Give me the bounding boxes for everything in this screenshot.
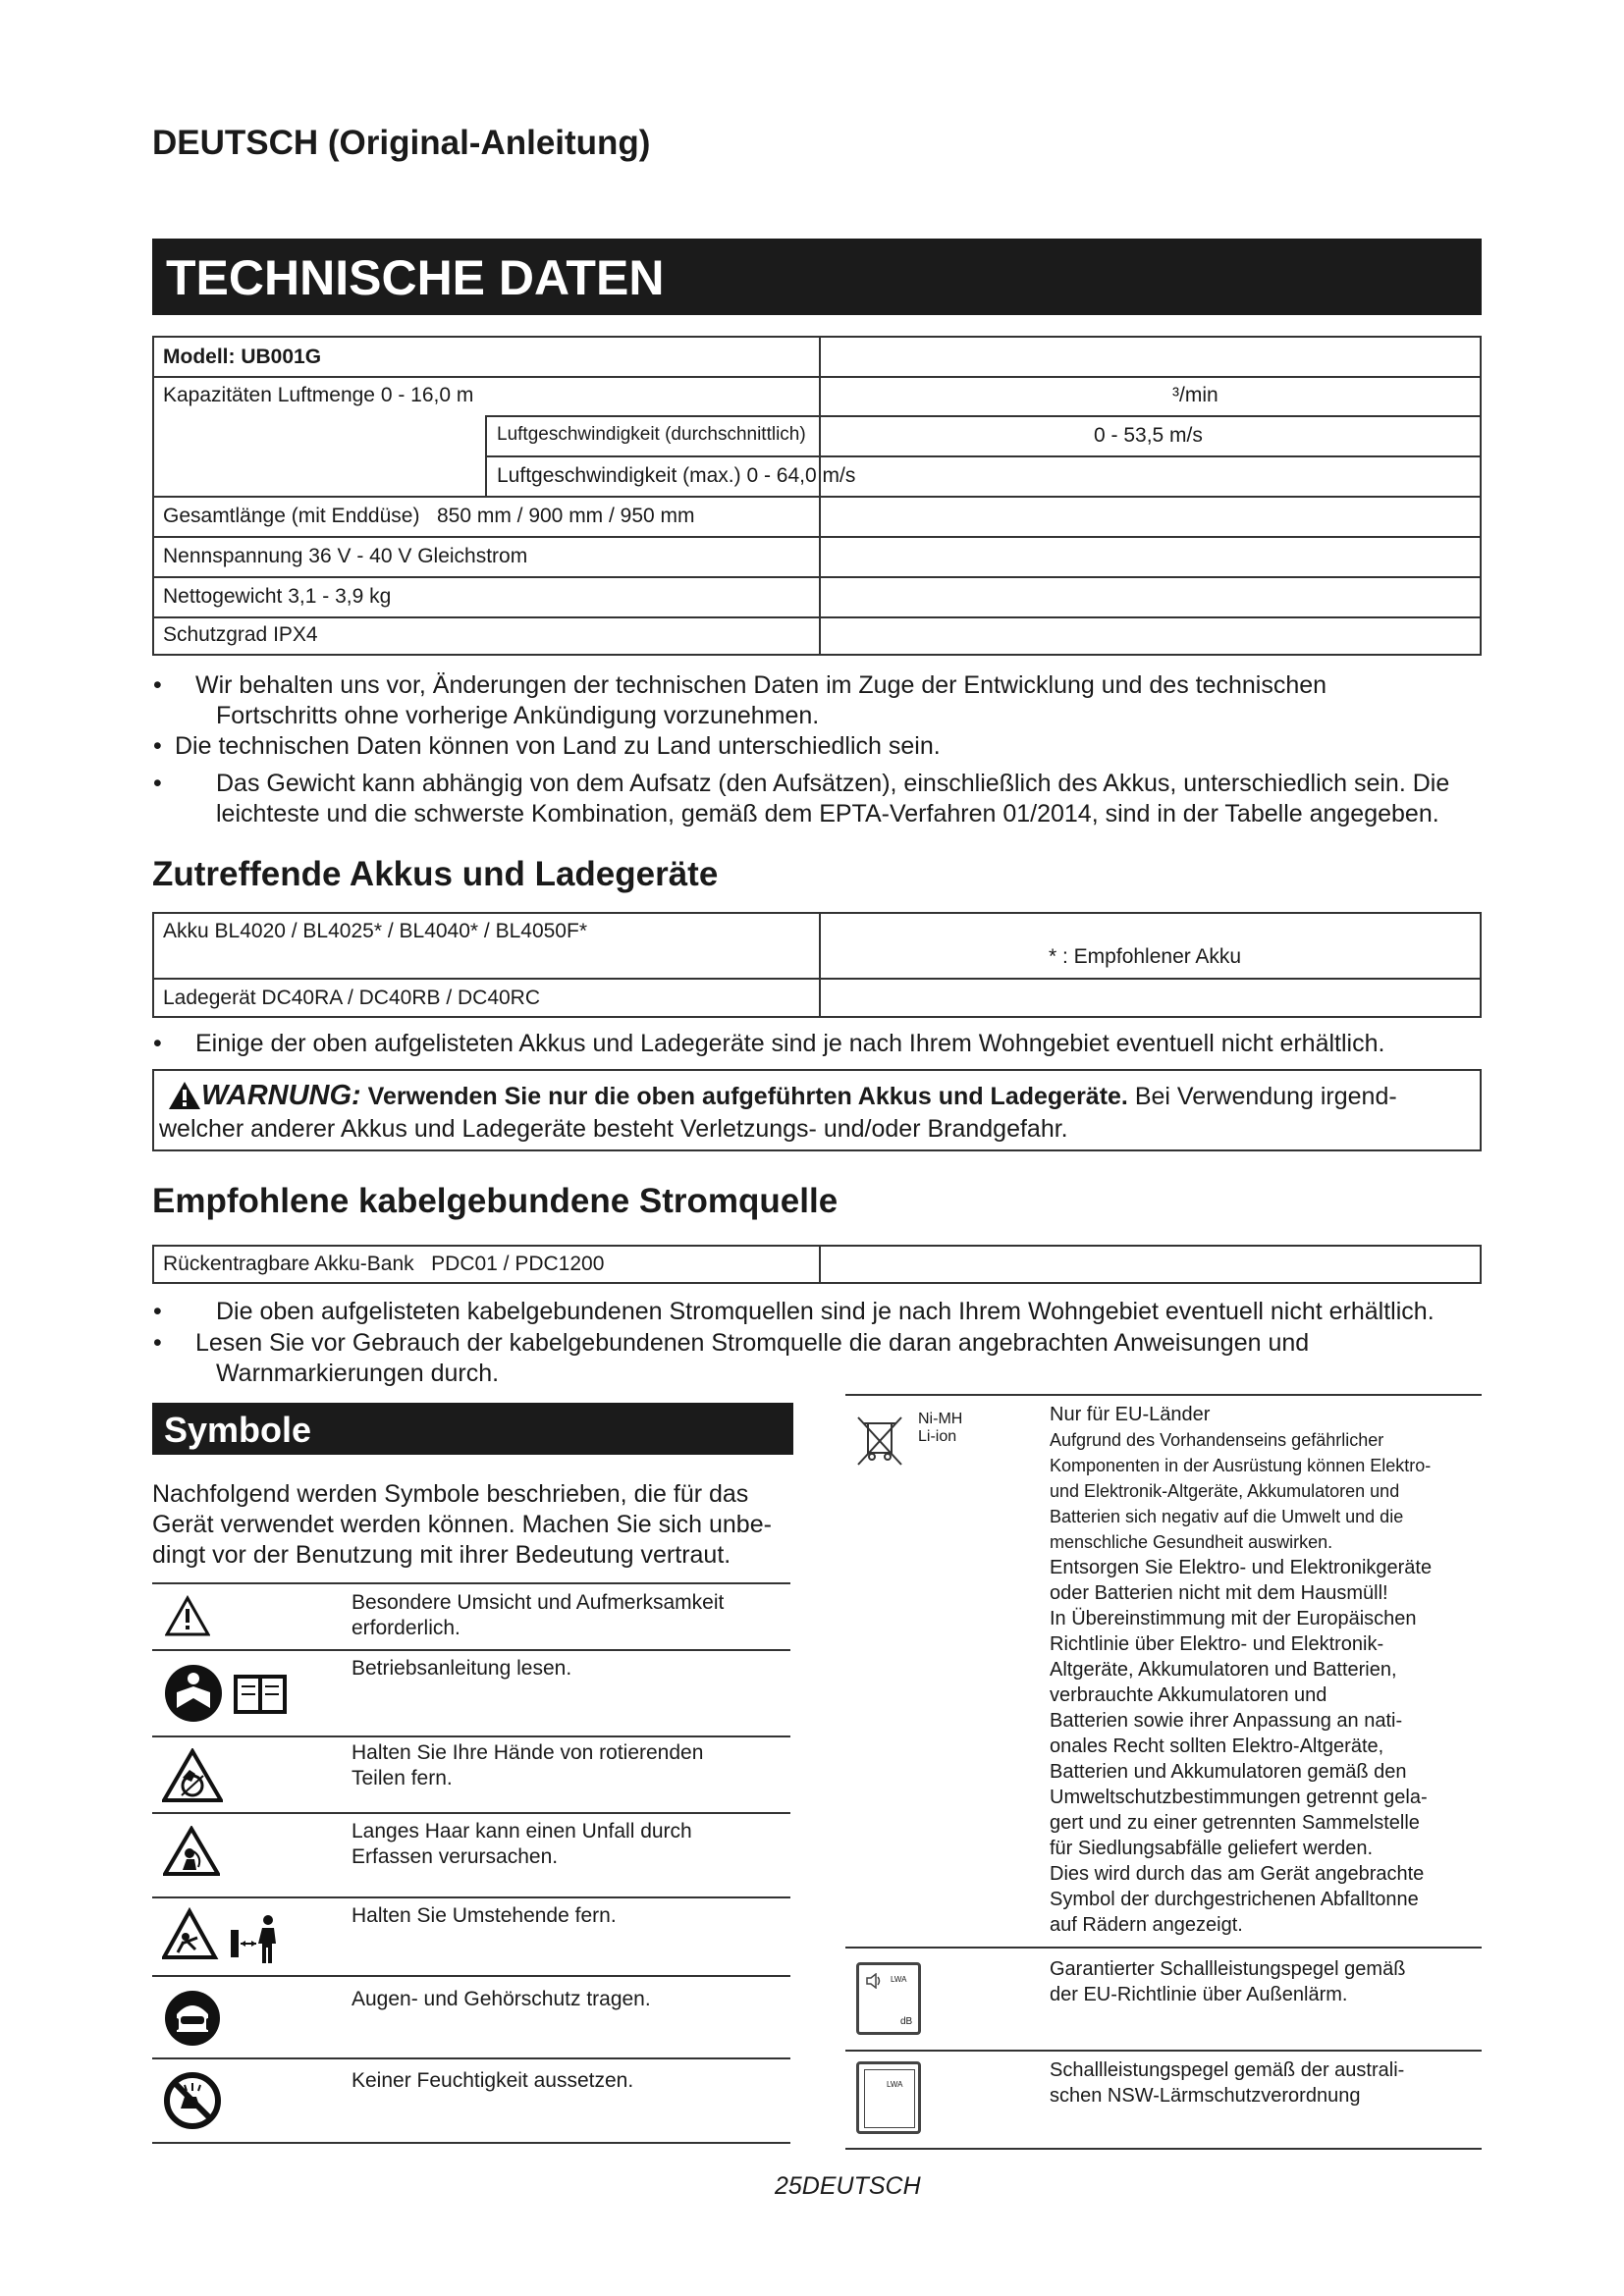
eu-small-line: menschliche Gesundheit auswirken. (1050, 1532, 1333, 1552)
eu-text-block (1050, 1402, 1432, 1938)
eu-text-line: Dies wird durch das am Gerät angebrachte (1050, 1863, 1425, 1885)
symbol-text-line: erforderlich. (352, 1617, 460, 1639)
eu-text-line: Umweltschutzbestimmungen getrennt gela- (1050, 1787, 1428, 1808)
noise2-line: Schallleistungspegel gemäß der australi- (1050, 2059, 1405, 2081)
symbol-description (352, 1819, 692, 1870)
symbol-text-line: Augen- und Gehörschutz tragen. (352, 1988, 651, 2010)
power-note: Warnmarkierungen durch. (216, 1360, 500, 1387)
eu-text-line: Batterien sowie ihrer Anpassung an nati- (1050, 1710, 1403, 1732)
power-heading: Empfohlene kabelgebundene Stromquelle (152, 1182, 839, 1220)
power-bank-label: Rückentragbare Akku-Bank PDC01 / PDC1200 (163, 1253, 605, 1275)
symbol-row-line (152, 1896, 790, 1898)
eu-text-line: In Übereinstimmung mit der Europäischen (1050, 1608, 1417, 1629)
power-note: Die oben aufgelisteten kabelgebundenen Stromquellen sind je nach Ihrem Wohngebiet eventuell nicht erhältlich. (216, 1298, 1435, 1325)
bullet: • (153, 770, 162, 797)
note-text: Fortschritts ohne vorherige Ankündigung vorzunehmen. (216, 702, 820, 729)
note-text: Wir behalten uns vor, Änderungen der technischen Daten im Zuge der Entwicklung und des technischen (195, 671, 1327, 699)
symbol-description (352, 1656, 571, 1682)
bullet: • (153, 671, 162, 699)
symbole-intro (152, 1479, 772, 1571)
symbol-description (352, 1987, 651, 2012)
intro-line: Nachfolgend werden Symbole beschrieben, die für das (152, 1480, 749, 1508)
no-moisture-icon (163, 2071, 222, 2130)
akku-table-divider (819, 912, 821, 1018)
symbole-banner: Symbole (152, 1403, 793, 1455)
warning-rest-text: Bei Verwendung irgend- (1134, 1083, 1397, 1110)
eu-text-line: auf Rädern angezeigt. (1050, 1914, 1243, 1936)
tech-row-line (152, 616, 1482, 618)
symbol-row-line (152, 2057, 790, 2059)
tech-row-line (485, 455, 1482, 457)
language-title: DEUTSCH (Original-Anleitung) (152, 124, 651, 162)
eu-text-line: für Siedlungsabfälle geliefert werden. (1050, 1838, 1374, 1859)
symbol-row-line (152, 1582, 790, 1584)
noise1-line: Garantierter Schallleistungspegel gemäß (1050, 1958, 1406, 1980)
recommended-note: * : Empfohlener Akku (1049, 945, 1242, 968)
symbol-row-line (152, 2142, 790, 2144)
noise2-text (1050, 2057, 1404, 2109)
power-table-divider (819, 1245, 821, 1284)
noise2-line: schen NSW-Lärmschutzverordnung (1050, 2085, 1361, 2107)
nimh-label: Ni-MH (918, 1411, 963, 1427)
eu-small-line: Batterien sich negativ auf die Umwelt und die (1050, 1507, 1404, 1526)
eu-small-line: Komponenten in der Ausrüstung können Elektro- (1050, 1456, 1432, 1475)
noise1-line: der EU-Richtlinie über Außenlärm. (1050, 1984, 1348, 2005)
bystanders-icon (162, 1906, 290, 1967)
symbol-text-line: Keiner Feuchtigkeit aussetzen. (352, 2069, 634, 2092)
warning-triangle-icon (165, 1595, 210, 1636)
symbol-row-line (152, 1812, 790, 1814)
db-label: dB (900, 2016, 913, 2027)
bullet: • (153, 1298, 162, 1325)
eu-small-line: und Elektronik-Altgeräte, Akkumulatoren und (1050, 1481, 1400, 1501)
voltage-label: Nennspannung 36 V - 40 V Gleichstrom (163, 545, 528, 567)
eu-text-line: oder Batterien nicht mit dem Hausmüll! (1050, 1582, 1388, 1604)
symbol-text-line: Erfassen verursachen. (352, 1845, 559, 1868)
eu-title: Nur für EU-Länder (1050, 1404, 1211, 1425)
power-note: Lesen Sie vor Gebrauch der kabelgebundenen Stromquelle die daran angebrachten Anweisungen und (195, 1329, 1310, 1357)
eu-text-line: Altgeräte, Akkumulatoren und Batterien, (1050, 1659, 1397, 1681)
eu-text-line: Symbol der durchgestrichenen Abfalltonne (1050, 1889, 1419, 1910)
warning-bold-text: Verwenden Sie nur die oben aufgeführten Akkus und Ladegeräte. (367, 1083, 1128, 1110)
tech-row-line (152, 536, 1482, 538)
note-text: leichteste und die schwerste Kombination, gemäß dem EPTA-Verfahren 01/2014, sind in der Tabelle angegeben. (216, 800, 1439, 828)
symbol-text-line: Besondere Umsicht und Aufmerksamkeit (352, 1591, 725, 1614)
liion-label: Li-ion (918, 1428, 957, 1445)
lwa-label: LWA (887, 2080, 903, 2089)
symbol-text-line: Langes Haar kann einen Unfall durch (352, 1820, 692, 1842)
max-speed-label: Luftgeschwindigkeit (max.) 0 - 64,0 m/s (497, 464, 856, 487)
charger-label: Ladegerät DC40RA / DC40RB / DC40RC (163, 987, 541, 1009)
tech-row-line (485, 415, 1482, 417)
symbol-description (352, 1740, 703, 1791)
noise1-text (1050, 1956, 1405, 2007)
symbol-row-line (845, 2148, 1482, 2150)
speaker-icon (865, 1973, 883, 1989)
length-label: Gesamtlänge (mit Enddüse) 850 mm / 900 mm / 950 mm (163, 505, 695, 527)
symbol-row-line (845, 1947, 1482, 1949)
sound-power-nsw-icon (856, 2061, 921, 2134)
symbol-row-line (845, 2050, 1482, 2052)
protection-label: Schutzgrad IPX4 (163, 623, 318, 646)
akkus-heading: Zutreffende Akkus und Ladegeräte (152, 855, 719, 893)
eu-text-line: verbrauchte Akkumulatoren und (1050, 1684, 1327, 1706)
eu-text-line: onales Recht sollten Elektro-Altgeräte, (1050, 1735, 1384, 1757)
read-manual-icon (163, 1663, 291, 1724)
capacity-unit: ³/min (1172, 384, 1218, 406)
eu-text-line: Batterien und Akkumulatoren gemäß den (1050, 1761, 1407, 1783)
eu-text-line: gert und zu einer getrennten Sammelstelle (1050, 1812, 1420, 1834)
tech-data-banner: TECHNISCHE DATEN (152, 239, 1482, 315)
symbol-text-line: Betriebsanleitung lesen. (352, 1657, 572, 1680)
page-footer: 25DEUTSCH (775, 2172, 921, 2200)
symbol-text-line: Teilen fern. (352, 1767, 453, 1789)
weight-label: Nettogewicht 3,1 - 3,9 kg (163, 585, 392, 608)
symbol-description (352, 1903, 617, 1929)
avg-speed-label: Luftgeschwindigkeit (durchschnittlich) (497, 424, 806, 445)
lwa-label: LWA (891, 1975, 907, 1984)
eye-ear-protection-icon (163, 1989, 222, 2048)
note-text: Die technischen Daten können von Land zu Land unterschiedlich sein. (175, 732, 941, 760)
rotating-parts-icon (162, 1748, 223, 1803)
avg-speed-value: 0 - 53,5 m/s (1094, 424, 1203, 447)
symbol-description (352, 2068, 633, 2094)
symbol-text-line: Halten Sie Umstehende fern. (352, 1904, 617, 1927)
warning-text-line2: welcher anderer Akkus und Ladegeräte besteht Verletzungs- und/oder Brandgefahr. (159, 1115, 1068, 1143)
bullet: • (153, 1030, 162, 1057)
eu-text-line: Richtlinie über Elektro- und Elektronik- (1050, 1633, 1384, 1655)
crossed-bin-icon (854, 1414, 905, 1468)
sound-power-eu-icon (856, 1962, 921, 2035)
eu-text-line: Entsorgen Sie Elektro- und Elektronikgeräte (1050, 1557, 1433, 1578)
capacity-label: Kapazitäten Luftmenge 0 - 16,0 m (163, 384, 474, 406)
symbol-description (352, 1590, 724, 1641)
intro-line: Gerät verwendet werden können. Machen Sie sich unbe- (152, 1511, 772, 1538)
inner-frame (864, 2069, 915, 2128)
note-text: Das Gewicht kann abhängig von dem Aufsatz (den Aufsätzen), einschließlich des Akkus, unterschiedlich sein. Die (216, 770, 1450, 797)
akku-label: Akku BL4020 / BL4025* / BL4040* / BL4050F* (163, 920, 587, 942)
bullet: • (153, 1329, 162, 1357)
tech-row-line (152, 496, 1482, 498)
symbol-row-line (152, 1649, 790, 1651)
tech-row-line (152, 376, 1482, 378)
akku-note: Einige der oben aufgelisteten Akkus und Ladegeräte sind je nach Ihrem Wohngebiet eventuell nicht erhältlich. (195, 1030, 1385, 1057)
symbol-row-line (152, 1735, 790, 1737)
symbol-row-line (845, 1394, 1482, 1396)
tech-row-line (152, 576, 1482, 578)
warning-label: WARNUNG: (201, 1080, 361, 1111)
akku-row-line (152, 978, 1482, 980)
symbol-text-line: Halten Sie Ihre Hände von rotierenden (352, 1741, 704, 1764)
warning-triangle-icon (168, 1081, 201, 1110)
bullet: • (153, 732, 162, 760)
intro-line: dingt vor der Benutzung mit ihrer Bedeutung vertraut. (152, 1541, 731, 1569)
symbol-row-line (152, 1975, 790, 1977)
eu-small-line: Aufgrund des Vorhandenseins gefährlicher (1050, 1430, 1384, 1450)
warning-text-line1 (201, 1080, 1397, 1112)
long-hair-icon (163, 1826, 220, 1877)
model-label: Modell: UB001G (163, 346, 322, 368)
